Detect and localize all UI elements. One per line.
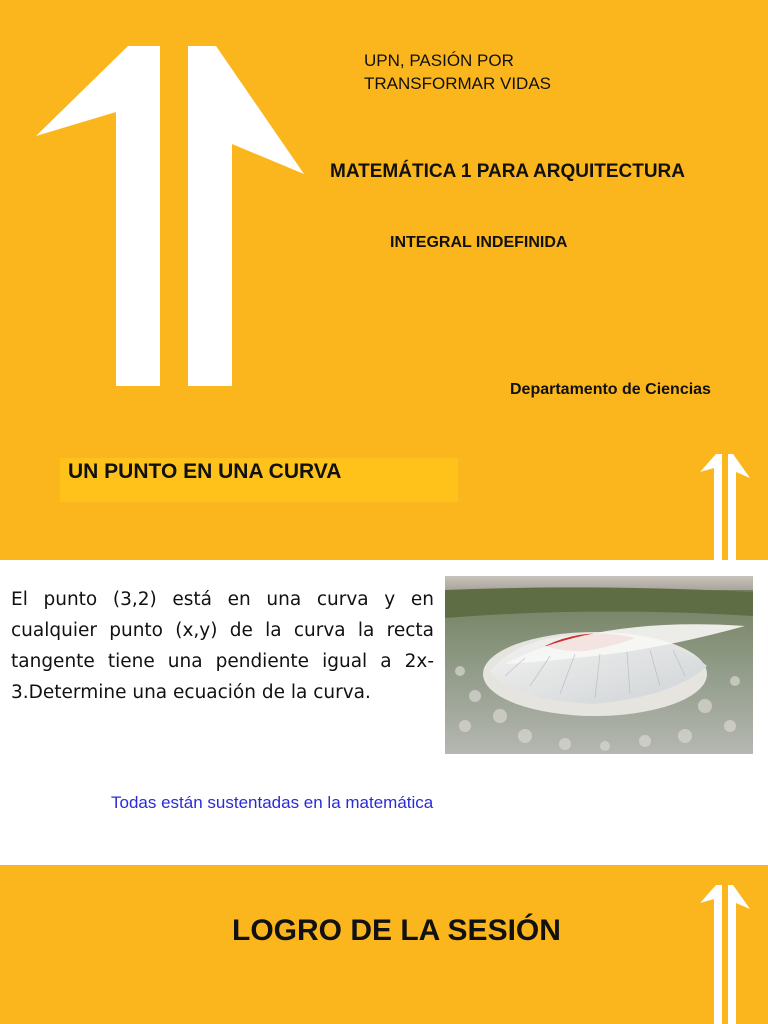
tagline-line-2: TRANSFORMAR VIDAS	[364, 74, 552, 93]
upn-logo-icon	[700, 885, 752, 1024]
department-label: Departamento de Ciencias	[510, 381, 711, 398]
upn-logo-icon	[36, 46, 308, 388]
section-title-box	[60, 458, 458, 502]
stadium-photo	[445, 576, 753, 754]
tagline	[364, 49, 551, 95]
upn-logo-icon	[700, 454, 752, 560]
topic-title: INTEGRAL INDEFINIDA	[390, 234, 568, 251]
problem-slide	[0, 560, 768, 865]
logro-title: LOGRO DE LA SESIÓN	[232, 914, 561, 947]
tagline-line-1: UPN, PASIÓN POR	[364, 51, 514, 70]
logro-slide	[0, 865, 768, 1024]
section-title: UN PUNTO EN UNA CURVA	[68, 460, 342, 483]
problem-statement: El punto (3,2) está en una curva y en cualquier punto (x,y) de la curva la recta tangente tiene una pendiente igual a 2x-3.Determine una ecuación de la curva.	[11, 589, 434, 703]
photo-caption: Todas están sustentadas en la matemática	[111, 793, 434, 812]
section-slide	[0, 430, 768, 560]
course-title: MATEMÁTICA 1 PARA ARQUITECTURA	[330, 161, 685, 182]
cover-slide	[0, 0, 768, 430]
